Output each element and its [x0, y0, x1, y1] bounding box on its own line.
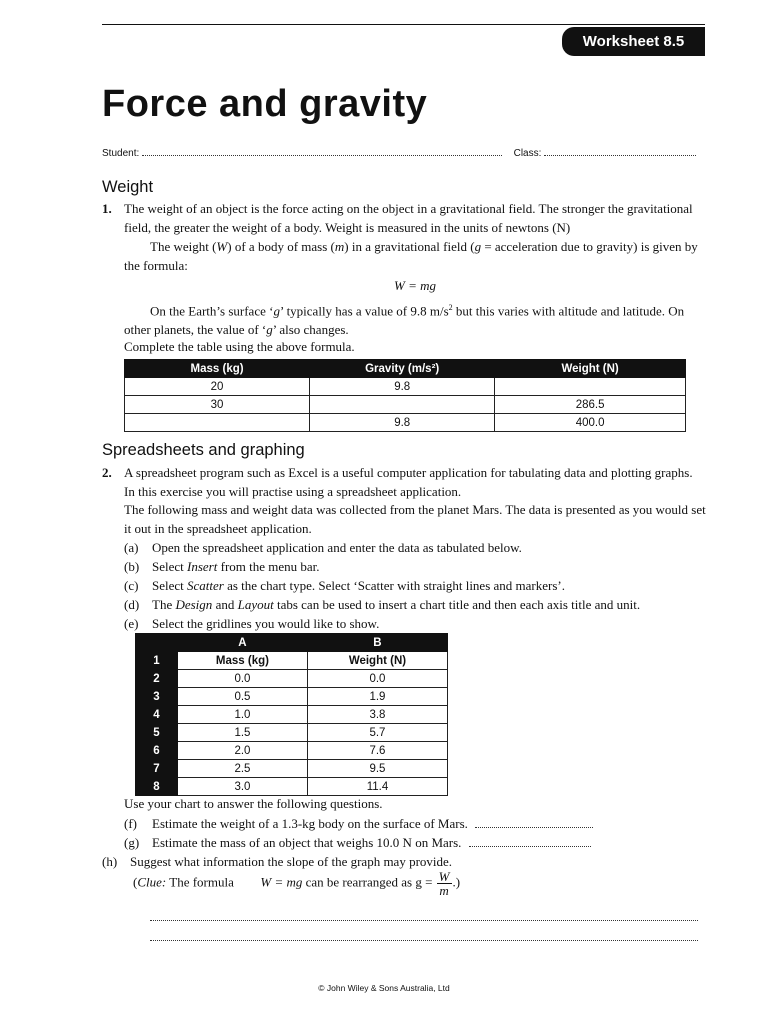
student-field[interactable] [142, 146, 502, 156]
class-field[interactable] [544, 146, 696, 156]
mars-data-intro: The following mass and weight data was collected from the planet Mars. The data is presented as you would set it out in the spreadsheet application. [124, 502, 706, 536]
question-g-text: Estimate the mass of an object that weighs 10.0 N on Mars. [152, 835, 462, 850]
table-row [125, 396, 686, 414]
clue-prefix: Clue: [137, 874, 167, 890]
sheet-row-number: 5 [136, 724, 178, 742]
table-cell: 11.4 [307, 778, 447, 796]
table-cell: Weight (N) [307, 652, 447, 670]
complete-table-instruction: Complete the table using the above formula. [124, 339, 355, 354]
table-cell-blank[interactable] [310, 396, 495, 414]
step-c-label: (c) [124, 578, 139, 593]
table-cell: 286.5 [495, 396, 686, 414]
worksheet-badge: Worksheet 8.5 [562, 27, 705, 56]
answer-g-field[interactable] [469, 837, 591, 847]
table-cell: 9.5 [307, 760, 447, 778]
column-header: Weight (N) [495, 360, 686, 378]
class-label: Class: [513, 148, 542, 159]
step-c-text: Select Scatter as the chart type. Select ‘Scatter with straight lines and markers’. [152, 578, 565, 593]
fraction-denominator: m [439, 883, 449, 898]
clue-fraction [437, 870, 452, 897]
header-rule [102, 24, 705, 25]
weight-intro-text: The weight of an object is the force acting on the object in a gravitational field. The stronger the gravitational field, the greater the weight of a body. Weight is measured in the units of newtons (N) [124, 201, 693, 235]
table-cell: 0.5 [178, 688, 308, 706]
table-cell: 9.8 [310, 414, 495, 432]
sheet-column-header: A [178, 634, 308, 652]
table-cell: 1.9 [307, 688, 447, 706]
table-cell: 20 [125, 378, 310, 396]
use-chart-instruction: Use your chart to answer the following questions. [124, 796, 383, 811]
table-cell: 1.0 [178, 706, 308, 724]
question-f-text: Estimate the weight of a 1.3-kg body on the surface of Mars. [152, 816, 468, 831]
step-a-text: Open the spreadsheet application and enter the data as tabulated below. [152, 540, 522, 555]
sheet-row-number: 6 [136, 742, 178, 760]
sheet-column-header-row [136, 634, 448, 652]
table-cell: 0.0 [178, 670, 308, 688]
table-cell: 2.0 [178, 742, 308, 760]
table-cell: 0.0 [307, 670, 447, 688]
sheet-row-number: 4 [136, 706, 178, 724]
table-cell: 30 [125, 396, 310, 414]
table-row [136, 688, 448, 706]
step-b-text: Select Insert from the menu bar. [152, 559, 320, 574]
step-b-label: (b) [124, 559, 140, 574]
sheet-column-header: B [307, 634, 447, 652]
page-title: Force and gravity [102, 83, 428, 125]
table-row [125, 378, 686, 396]
table-row [136, 670, 448, 688]
earth-gravity-paragraph: On the Earth’s surface ‘g’ typically has a value of 9.8 $m/s^2$ but this varies with altitude and latitude. On other planets, the value of ‘g’ also changes. [124, 303, 685, 338]
table-cell: 400.0 [495, 414, 686, 432]
spreadsheet-intro: A spreadsheet program such as Excel is a useful computer application for tabulating data and plotting graphs. In this exercise you will practise using a spreadsheet application. [124, 465, 693, 499]
step-d-label: (d) [124, 597, 140, 612]
copyright-footer: © John Wiley & Sons Australia, Ltd [318, 983, 450, 993]
table-row [136, 652, 448, 670]
sheet-row-number: 1 [136, 652, 178, 670]
table-cell: Mass (kg) [178, 652, 308, 670]
clue-line: (Clue: The formula W = mg can be rearranged as g = $\frac{W}{m}$ .) [133, 869, 461, 898]
section-heading-weight: Weight [102, 178, 154, 196]
step-e-label: (e) [124, 616, 139, 631]
answer-h-line-2[interactable] [150, 940, 698, 941]
question-f [152, 814, 593, 833]
table-cell: 3.8 [307, 706, 447, 724]
spreadsheet-table [135, 633, 448, 796]
weight-intro [124, 199, 706, 237]
table-row [136, 778, 448, 796]
sheet-row-number: 8 [136, 778, 178, 796]
clue-text-1: The formula [169, 874, 234, 890]
question-h-text: Suggest what information the slope of the graph may provide. [130, 854, 453, 869]
table-cell: 5.7 [307, 724, 447, 742]
column-header: Gravity (m/s²) [310, 360, 495, 378]
weight-formula-intro: The weight (W) of a body of mass (m) in a gravitational field (g = acceleration due to gravity) is given by the formula: [124, 239, 698, 273]
step-a-label: (a) [124, 540, 139, 555]
section-heading-spreadsheets: Spreadsheets and graphing [102, 441, 305, 459]
question-f-label: (f) [124, 816, 137, 831]
column-header: Mass (kg) [125, 360, 310, 378]
question-g-label: (g) [124, 835, 140, 850]
clue-suffix: .) [452, 874, 461, 890]
sheet-corner [136, 634, 178, 652]
table-cell: 9.8 [310, 378, 495, 396]
clue-formula: W = mg [260, 874, 303, 890]
table-row [136, 760, 448, 778]
question-number-2: 2. [102, 465, 112, 480]
question-h-label: (h) [102, 854, 118, 869]
table-row [125, 414, 686, 432]
table-cell: 3.0 [178, 778, 308, 796]
student-label: Student: [102, 148, 140, 159]
table-cell: 1.5 [178, 724, 308, 742]
step-d-text: The Design and Layout tabs can be used to insert a chart title and then each axis title and unit. [152, 597, 641, 612]
table-header-row [125, 360, 686, 378]
table-cell-blank[interactable] [125, 414, 310, 432]
table-row [136, 742, 448, 760]
question-number-1: 1. [102, 201, 112, 216]
step-e-text: Select the gridlines you would like to show. [152, 616, 380, 631]
answer-f-field[interactable] [475, 818, 593, 828]
answer-h-line-1[interactable] [150, 920, 698, 921]
sheet-row-number: 7 [136, 760, 178, 778]
table-row [136, 724, 448, 742]
weight-table [124, 359, 686, 432]
question-g [152, 833, 591, 852]
sheet-row-number: 2 [136, 670, 178, 688]
student-class-row [102, 146, 702, 161]
fraction-numerator: W [438, 869, 450, 884]
weight-formula: W = mg [394, 278, 436, 293]
table-cell-blank[interactable] [495, 378, 686, 396]
table-row [136, 706, 448, 724]
clue-text-2: can be rearranged as g = [305, 874, 433, 890]
sheet-row-number: 3 [136, 688, 178, 706]
table-cell: 2.5 [178, 760, 308, 778]
table-cell: 7.6 [307, 742, 447, 760]
